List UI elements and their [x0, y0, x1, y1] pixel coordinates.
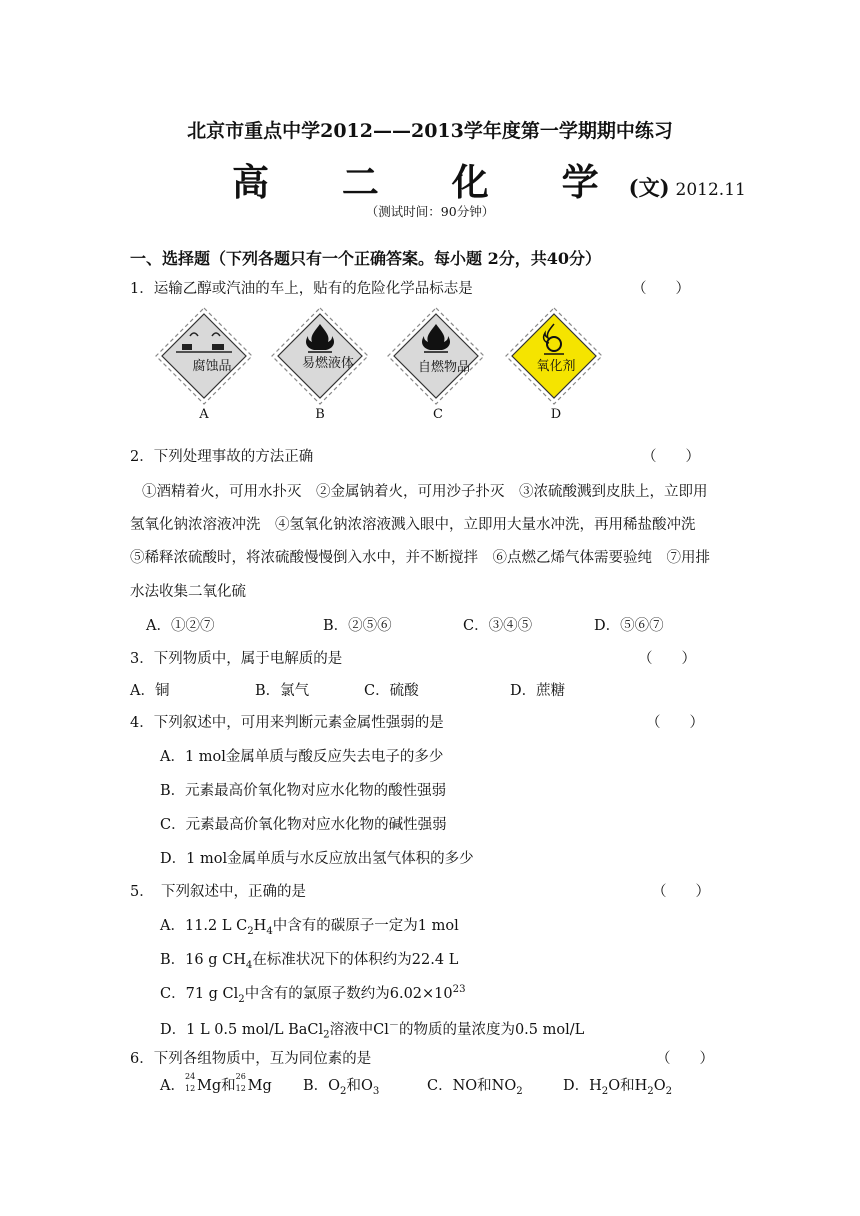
q1-answer-paren: （ ） [632, 281, 690, 297]
q4-option-b: B．元素最高价氧化物对应水化物的酸性强弱 [160, 783, 447, 799]
sign-c-text: 自燃物品 [417, 360, 470, 375]
sign-b-letter: B [315, 407, 325, 422]
q3-answer-paren: （ ） [638, 651, 696, 667]
q2-line-2: 氢氧化钠浓溶液冲洗 ④氢氧化钠浓溶液溅入眼中，立即用大量水冲洗，再用稀盐酸冲洗 [130, 517, 696, 533]
exam-title: 北京市重点中学2012——2013学年度第一学期期中练习 [187, 120, 673, 142]
subject-name: 高 二 化 学 [232, 160, 629, 204]
q5-answer-paren: （ ） [652, 884, 710, 900]
q4-answer-paren: （ ） [646, 715, 704, 731]
q3-option-b: B．氯气 [255, 683, 310, 699]
q5-option-c: C．71 g $Cl_2$中含有的氯原子数约为$6.02\times 10^{23}$ [160, 984, 466, 1005]
q3-stem: 3．下列物质中，属于电解质的是 [130, 651, 343, 667]
subject-title [232, 152, 746, 206]
q6-option-d: D．$H_2O$和$H_2O_2$ [563, 1078, 673, 1097]
sign-c-letter: C [433, 407, 443, 422]
sign-a-text: 腐蚀品 [192, 359, 232, 374]
subject-suffix: (文) [628, 175, 670, 200]
q2-option-a: A．①②⑦ [146, 618, 215, 634]
sign-d-letter: D [550, 407, 562, 422]
q2-option-c: C．③④⑤ [463, 618, 533, 634]
q6-answer-paren: （ ） [656, 1051, 714, 1067]
q1-stem: 1．运输乙醇或汽油的车上，贴有的危险化学品标志是 [130, 281, 473, 297]
q2-line-1: ①酒精着火，可用水扑灭 ②金属钠着火，可用沙子扑灭 ③浓硫酸溅到皮肤上，立即用 [142, 484, 708, 500]
q3-option-c: C．硫酸 [364, 683, 419, 699]
q2-answer-paren: （ ） [642, 449, 700, 465]
time-note: （测试时间：90分钟） [365, 204, 495, 219]
q4-option-c: C．元素最高价氧化物对应水化物的碱性强弱 [160, 817, 447, 833]
q6-option-b: B．$O_2$和$O_3$ [303, 1078, 380, 1097]
q6-option-a: A． 24 12 Mg和 26 12 Mg [160, 1072, 272, 1094]
q5-option-a: A．11.2 L $C_2H_4$中含有的碳原子一定为1 mol [160, 918, 459, 937]
q2-line-3: ⑤稀释浓硫酸时，将浓硫酸慢慢倒入水中，并不断搅拌 ⑥点燃乙烯气体需要验纯 ⑦用排 [130, 550, 710, 566]
q4-stem: 4．下列叙述中，可用来判断元素金属性强弱的是 [130, 715, 444, 731]
sign-a-letter: A [199, 407, 209, 422]
q2-stem: 2．下列处理事故的方法正确 [130, 449, 314, 465]
sign-b-text: 易燃液体 [301, 356, 354, 371]
q4-option-a: A．1 mol金属单质与酸反应失去电子的多少 [160, 749, 444, 765]
q2-line-4: 水法收集二氧化硫 [130, 584, 246, 600]
q2-option-b: B．②⑤⑥ [323, 618, 392, 634]
q4-option-d: D．1 mol金属单质与水反应放出氢气体积的多少 [160, 851, 474, 867]
exam-date: 2012.11 [675, 180, 746, 200]
q5-option-d: D．1 L 0.5 mol/L BaCl$_2$溶液中Cl－的物质的量浓度为0.5 mol/L [160, 1020, 585, 1041]
section-heading: 一、选择题（下列各题只有一个正确答案。每小题 2分，共40分） [130, 249, 601, 268]
q5-stem: 5． 下列叙述中，正确的是 [130, 884, 306, 900]
q6-stem: 6．下列各组物质中，互为同位素的是 [130, 1051, 372, 1067]
q2-option-d: D．⑤⑥⑦ [594, 618, 664, 634]
q3-option-d: D．蔗糖 [510, 683, 566, 699]
q5-option-b: B．16 g $CH_4$在标准状况下的体积约为22.4 L [160, 952, 459, 971]
sign-d-text: 氧化剂 [536, 359, 576, 374]
q6-option-c: C．NO和$NO_2$ [427, 1078, 523, 1097]
q3-option-a: A．铜 [130, 683, 170, 699]
